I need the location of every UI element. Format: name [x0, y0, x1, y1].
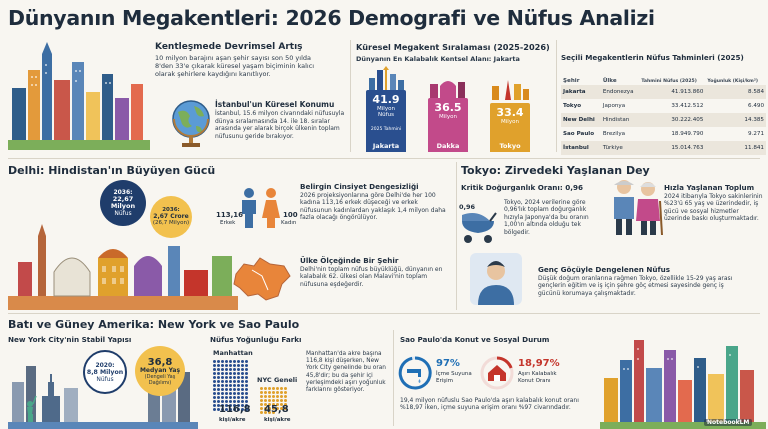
density-dot — [284, 395, 287, 398]
density-dot — [237, 380, 240, 383]
density-dot — [233, 380, 236, 383]
density-heading: Nüfus Yoğunluğu Farkı — [210, 335, 302, 344]
density-dot — [229, 392, 232, 395]
density-dot — [237, 360, 240, 363]
female-icon — [262, 188, 280, 228]
density-dot — [221, 384, 224, 387]
table-row: Sao Paulo Brezilya 18.949.790 9.271 — [563, 131, 764, 137]
density-dot — [233, 388, 236, 391]
istanbul-text: İstanbul, 15.6 milyon civarındaki nüfusuyla dünya sıralamasında 14. ile 18. sıralar arasında yer alarak birçok ülkenin toplam nüfusunu geride bırakıyor. — [215, 110, 345, 140]
density-dot — [237, 396, 240, 399]
density-dot — [217, 392, 220, 395]
density-dot — [264, 395, 267, 398]
globe-icon — [170, 98, 212, 150]
ny-heading: New York City'nin Stabil Yapısı — [8, 335, 132, 344]
young-text: Düşük doğum oranlarına rağmen Tokyo, özellikle 15-29 yaş arası gençlerin eğitim ve iş için şehre göç etmesi sayesinde genç iş gücünü korumaya çalışmaktadır. — [538, 275, 733, 297]
chart-unit-tokyo: Milyon — [501, 119, 519, 125]
density-dot — [237, 400, 240, 403]
density-dot — [264, 399, 267, 402]
nyc-dot-grid — [260, 387, 290, 405]
density-dot — [241, 372, 244, 375]
density-dot — [217, 400, 220, 403]
density-dot — [284, 391, 287, 394]
density-dot — [241, 388, 244, 391]
size-text: Delhi'nin toplam nüfus büyüklüğü, dünyanın en kalabalık 62. ülkesi olan Malavi'nin toplam nüfusuna eşdeğerdir. — [300, 266, 443, 288]
chart-unit-dakka: Milyon — [439, 114, 457, 120]
women-ratio-label: Kadın — [281, 220, 297, 226]
density-dot — [225, 376, 228, 379]
density-dot — [264, 391, 267, 394]
crowded-house-icon — [480, 356, 514, 390]
young-person-icon — [470, 253, 522, 305]
density-dot — [233, 384, 236, 387]
chart-category-tokyo: Tokyo — [499, 142, 521, 150]
density-dot — [245, 380, 248, 383]
elderly-couple-icon — [608, 177, 664, 237]
density-dot — [217, 364, 220, 367]
density-dot — [213, 404, 216, 407]
density-dot — [237, 372, 240, 375]
men-ratio-label: Erkek — [220, 220, 236, 226]
crowding-value: 18,97% — [518, 358, 560, 369]
density-dot — [260, 399, 263, 402]
istanbul-heading: İstanbul'un Küresel Konumu — [215, 100, 335, 109]
density-dot — [221, 360, 224, 363]
density-dot — [217, 376, 220, 379]
density-dot — [221, 372, 224, 375]
density-dot — [225, 372, 228, 375]
density-dot — [217, 360, 220, 363]
density-dot — [245, 392, 248, 395]
density-dot — [245, 376, 248, 379]
density-dot — [213, 372, 216, 375]
density-dot — [225, 380, 228, 383]
size-heading: Ülke Ölçeğinde Bir Şehir — [300, 256, 399, 265]
urban-growth-text: 10 milyon barajını aşan şehir sayısı son 50 yılda 8'den 33'e çıkarak küresel yaşam biçiminin kalıcı olarak şehirlere kaydığını kanıtlıyor. — [155, 54, 315, 78]
density-dot — [241, 360, 244, 363]
tokyo-skyline-icon — [490, 80, 530, 100]
density-dot — [221, 396, 224, 399]
density-dot — [276, 395, 279, 398]
density-dot — [245, 384, 248, 387]
density-dot — [221, 368, 224, 371]
fertility-text: Tokyo, 2024 verilerine göre 0,96'lık toplam doğurganlık hızıyla Japonya'da bu oranın 1,00'ın altında olduğu tek bölgedir. — [504, 199, 589, 236]
density-dot — [213, 408, 216, 411]
density-dot — [233, 360, 236, 363]
density-dot — [237, 388, 240, 391]
density-dot — [268, 391, 271, 394]
chart-category-jakarta: Jakarta — [372, 142, 400, 150]
density-dot — [213, 400, 216, 403]
density-dot — [213, 396, 216, 399]
density-dot — [260, 387, 263, 390]
density-dot — [217, 380, 220, 383]
density-dot — [221, 380, 224, 383]
male-icon — [240, 188, 258, 228]
density-dot — [221, 364, 224, 367]
density-dot — [245, 396, 248, 399]
delhi-2036-bubble: 2036: 22,67 Milyon Nüfus — [100, 180, 146, 226]
fertility-value: 0,96 — [459, 203, 476, 211]
americas-heading: Batı ve Güney Amerika: New York ve Sao Paulo — [8, 318, 300, 331]
sao-paulo-text: 19,4 milyon nüfuslu Sao Paulo'da aşırı kalabalık konut oranı %18,97 iken, içme suyuna erişim oranı %97 civarındadır. — [400, 397, 579, 412]
density-dot — [229, 372, 232, 375]
chart-value-dakka: 36.5 — [434, 101, 462, 114]
density-dot — [221, 392, 224, 395]
density-dot — [225, 396, 228, 399]
density-dot — [260, 411, 263, 414]
density-dot — [237, 364, 240, 367]
density-dot — [284, 399, 287, 402]
page-title: Dünyanın Megakentleri: 2026 Demografi ve Nüfus Analizi — [8, 6, 655, 30]
table-heading: Seçili Megakentlerin Nüfus Tahminleri (2025) — [561, 53, 744, 62]
ny-2020-bubble: 2020: 8,8 Milyon Nüfus — [83, 350, 127, 394]
gender-text: 2026 projeksiyonlarına göre Delhi'de her 100 kadına 113,16 erkek düşeceği ve erkek nüfusunun kadınlardan yaklaşık 1,4 milyon daha fazla olacağı öngörülüyor. — [300, 192, 446, 222]
density-dot — [241, 364, 244, 367]
density-dot — [233, 400, 236, 403]
density-dot — [241, 392, 244, 395]
density-dot — [229, 380, 232, 383]
density-dot — [241, 368, 244, 371]
density-dot — [217, 372, 220, 375]
density-dot — [225, 368, 228, 371]
table-header-density: Yoğunluk (Kişi/km²) — [707, 78, 758, 84]
chart-unit-jakarta: Milyon Nüfus — [377, 106, 395, 118]
sao-paulo-heading: Sao Paulo'da Konut ve Sosyal Durum — [400, 335, 550, 344]
density-dot — [229, 388, 232, 391]
crowding-label-line2: Konut Oranı — [518, 377, 551, 384]
density-dot — [233, 396, 236, 399]
city-skyline-illustration — [8, 40, 150, 150]
density-dot — [217, 388, 220, 391]
gender-heading: Belirgin Cinsiyet Dengesizliği — [300, 182, 419, 191]
density-dot — [233, 368, 236, 371]
chart-note-jakarta: 2025 Tahmini — [370, 127, 402, 132]
density-dot — [213, 392, 216, 395]
density-dot — [237, 376, 240, 379]
crowding-label-line1: Aşırı Kalabalık — [518, 371, 557, 377]
density-dot — [241, 396, 244, 399]
density-dot — [221, 400, 224, 403]
density-dot — [225, 388, 228, 391]
manhattan-unit: kişi/akre — [219, 417, 246, 423]
density-dot — [245, 372, 248, 375]
ranking-heading: Küresel Megakent Sıralaması (2025-2026) — [356, 42, 550, 52]
table-header-country: Ülke — [602, 78, 617, 84]
density-dot — [245, 368, 248, 371]
density-dot — [213, 360, 216, 363]
density-dot — [237, 392, 240, 395]
density-dot — [225, 384, 228, 387]
watermark: NotebookLM — [704, 419, 752, 426]
water-access-label-line1: İçme Suyuna — [436, 371, 472, 377]
density-dot — [280, 395, 283, 398]
density-dot — [233, 392, 236, 395]
india-map-icon — [232, 254, 294, 304]
density-dot — [233, 376, 236, 379]
water-tap-icon — [398, 356, 432, 390]
density-dot — [280, 399, 283, 402]
table-row: New Delhi Hindistan 30.222.405 14.385 — [561, 113, 766, 127]
density-dot — [260, 391, 263, 394]
table-header-population: Tahmini Nüfus (2025) — [641, 78, 697, 84]
density-dot — [272, 391, 275, 394]
aging-text: 2024 itibarıyla Tokyo sakinlerinin %23'ü 65 yaş ve üzerindedir, iş gücü ve sosyal hizmetler üzerinde baskı oluşturmaktadır. — [664, 193, 763, 223]
baby-stroller-icon — [458, 211, 500, 245]
ranking-subtitle: Dünyanın En Kalabalık Kentsel Alanı: Jakarta — [356, 55, 520, 63]
density-dot — [229, 364, 232, 367]
density-dot — [213, 364, 216, 367]
tokyo-heading: Tokyo: Zirvedeki Yaşlanan Dey — [461, 164, 650, 177]
table-header-city: Şehir — [563, 78, 580, 84]
table-row: Tokyo Japonya 33.412.512 6.490 — [563, 103, 764, 109]
chart-value-jakarta: 41.9 — [372, 93, 400, 106]
density-dot — [284, 387, 287, 390]
density-dot — [221, 376, 224, 379]
density-dot — [245, 360, 248, 363]
density-dot — [272, 399, 275, 402]
density-dot — [213, 384, 216, 387]
crowding-label — [518, 371, 557, 384]
water-access-value: 97% — [436, 358, 460, 369]
density-dot — [225, 392, 228, 395]
density-dot — [268, 399, 271, 402]
density-dot — [213, 380, 216, 383]
density-dot — [280, 391, 283, 394]
density-dot — [272, 387, 275, 390]
density-dot — [268, 395, 271, 398]
delhi-crore-bubble: 2036: 2,67 Crore (26,7 Milyon) — [150, 196, 192, 238]
density-dot — [260, 395, 263, 398]
water-access-label-line2: Erişim — [436, 377, 454, 384]
density-dot — [276, 399, 279, 402]
density-text: Manhattan'da akre başına 116,8 kişi düşerken, New York City genelinde bu oran 45,8'dir; bu da şehir içi yerleşimdeki aşırı yoğunluk farklarını gösteriyor. — [306, 351, 386, 394]
nyc-value: 45,8 — [264, 404, 289, 415]
density-dot — [260, 403, 263, 406]
density-dot — [241, 376, 244, 379]
density-dot — [229, 384, 232, 387]
table-row: İstanbul Türkiye 15.014.763 11.841 — [561, 141, 766, 155]
chart-value-tokyo: 33.4 — [496, 106, 524, 119]
density-dot — [217, 384, 220, 387]
density-dot — [217, 396, 220, 399]
density-dot — [245, 364, 248, 367]
density-dot — [260, 407, 263, 410]
density-dot — [229, 368, 232, 371]
density-dot — [233, 372, 236, 375]
manhattan-value: 116,8 — [219, 404, 251, 415]
density-dot — [213, 376, 216, 379]
urban-growth-heading: Kentleşmede Devrimsel Artış — [155, 42, 303, 52]
density-dot — [225, 360, 228, 363]
population-table — [561, 77, 766, 155]
density-dot — [225, 364, 228, 367]
density-dot — [237, 368, 240, 371]
ny-median-age-bubble: 36,8 Medyan Yaş (Dengeli Yaş Dağılımı) — [135, 346, 185, 396]
density-dot — [280, 387, 283, 390]
density-dot — [221, 388, 224, 391]
density-dot — [272, 395, 275, 398]
density-dot — [245, 400, 248, 403]
density-dot — [233, 364, 236, 367]
fertility-heading: Kritik Doğurganlık Oranı: 0,96 — [461, 183, 583, 192]
density-dot — [213, 368, 216, 371]
density-dot — [225, 400, 228, 403]
chart-category-dakka: Dakka — [436, 142, 460, 150]
density-dot — [264, 387, 267, 390]
sao-paulo-skyline-illustration — [600, 330, 766, 429]
men-ratio-value: 113,16 — [216, 211, 244, 219]
women-ratio-value: 100 — [283, 211, 298, 219]
density-dot — [276, 391, 279, 394]
density-dot — [276, 387, 279, 390]
density-dot — [217, 368, 220, 371]
manhattan-label: Manhattan — [213, 349, 253, 357]
density-dot — [229, 400, 232, 403]
density-dot — [229, 376, 232, 379]
manhattan-dot-grid — [213, 360, 251, 400]
density-dot — [237, 384, 240, 387]
ranking-chart — [356, 66, 551, 152]
density-dot — [241, 400, 244, 403]
dhaka-skyline-icon — [428, 76, 468, 100]
density-dot — [268, 387, 271, 390]
aging-heading: Hızla Yaşlanan Toplum — [664, 183, 755, 192]
nyc-unit: kişi/akre — [264, 417, 291, 423]
water-access-label — [436, 371, 472, 384]
density-dot — [241, 380, 244, 383]
nyc-label: NYC Geneli — [257, 376, 298, 384]
density-dot — [229, 396, 232, 399]
density-dot — [245, 388, 248, 391]
table-row: Jakarta Endonezya 41.913.860 8.584 — [561, 85, 766, 99]
density-dot — [241, 384, 244, 387]
density-dot — [229, 360, 232, 363]
density-dot — [213, 388, 216, 391]
young-heading: Genç Göçüyle Dengelenen Nüfus — [538, 265, 670, 274]
delhi-heading: Delhi: Hindistan'ın Büyüyen Gücü — [8, 164, 216, 177]
